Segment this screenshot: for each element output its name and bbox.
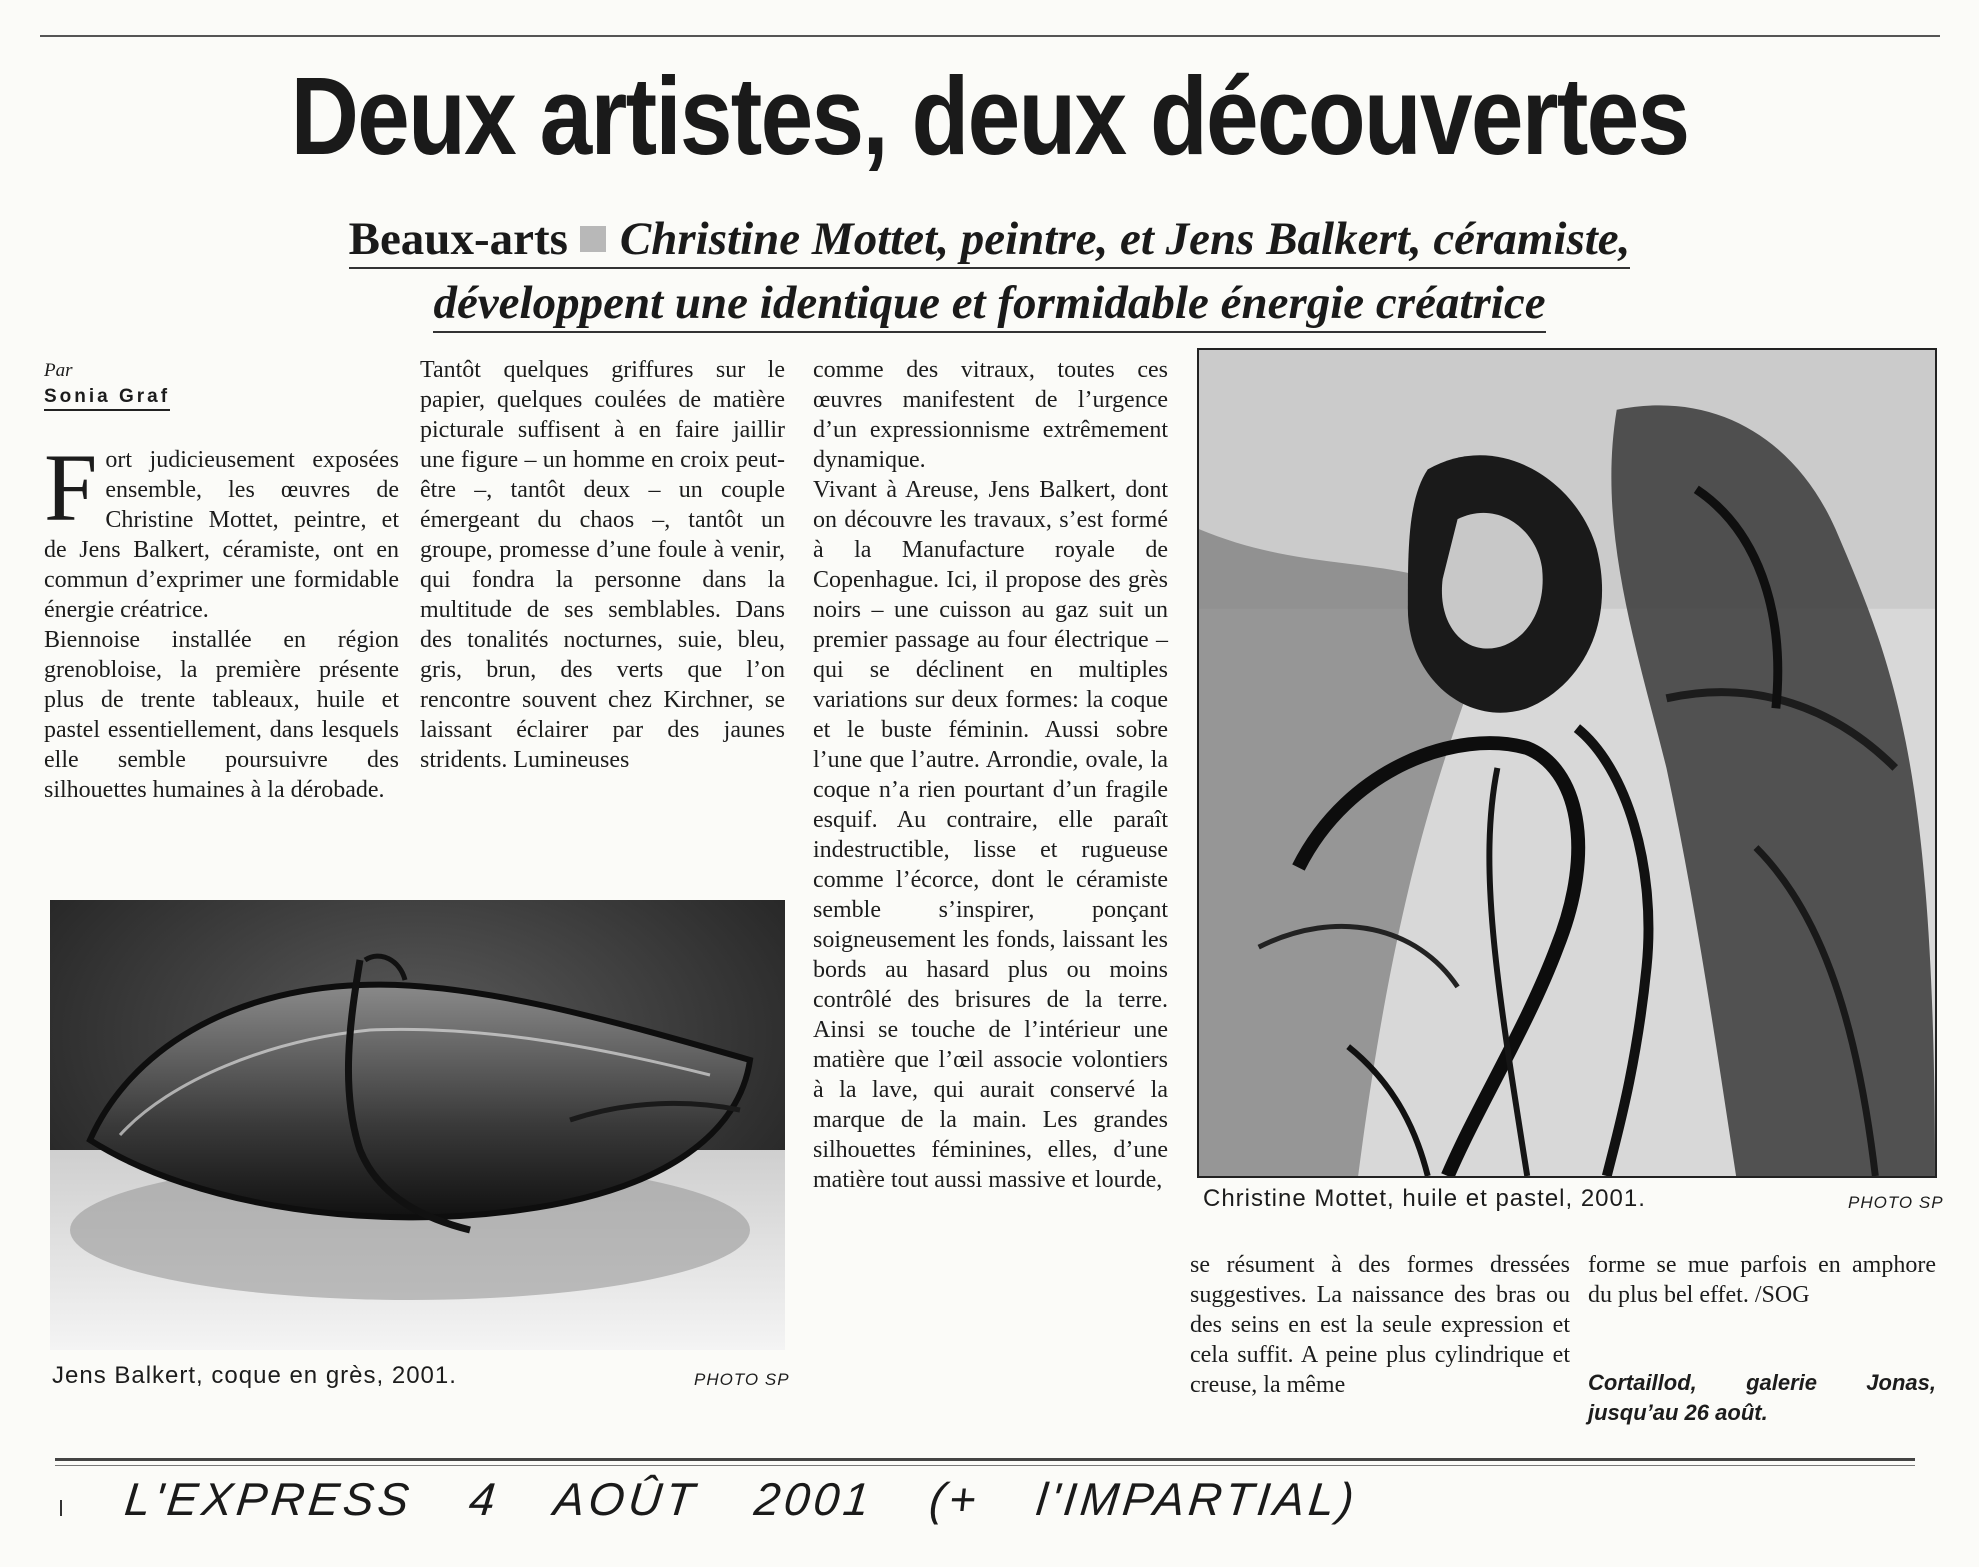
top-rule <box>40 35 1940 37</box>
painting-caption: Christine Mottet, huile et pastel, 2001. <box>1203 1185 1646 1212</box>
col2-paragraph: Tantôt quelques griffures sur le papier, quelques coulées de matière picturale suffisent à en faire jaillir une figure – un homme en croix peut-être –, tantôt deux – un couple émergeant du chaos –, tantôt un groupe, promesse d’une foule à venir, qui fondra la personne dans la multitude de ses semblables. Dans des tonalités nocturnes, suie, bleu, gris, brun, des verts que l’on rencontre souvent chez Kirchner, se laissant éclairer par des jaunes stridents. Lumineuses <box>420 357 785 773</box>
subhead-line2 <box>0 274 1979 332</box>
col4-paragraph: se résument à des formes dressées suggestives. La naissance des bras ou des seins en est la seule expression et cela suffit. A peine plus cylindrique et creuse, la même <box>1190 1252 1570 1398</box>
bottom-rule-thin <box>55 1465 1915 1466</box>
bowl-photo-credit: PHOTO SP <box>694 1370 790 1389</box>
painting-illustration <box>1199 350 1935 1176</box>
bowl-photo <box>50 900 785 1350</box>
subhead-line1 <box>0 210 1979 268</box>
painting-photo <box>1197 348 1937 1178</box>
handwritten-note: L'EXPRESS 4 AOÛT 2001 (+ l'IMPARTIAL) <box>122 1473 1361 1525</box>
painting-photo-credit: PHOTO SP <box>1848 1193 1944 1212</box>
subhead-text2: développent une identique et formidable énergie créatrice <box>433 277 1545 333</box>
headline: Deux artistes, deux découvertes <box>290 55 1689 178</box>
article-column-1 <box>44 434 399 805</box>
col3-paragraph2: Vivant à Areuse, Jens Balkert, dont on découvre les travaux, s’est formé à la Manufacture royale de Copenhague. Ici, il propose des grès noirs – une cuisson au gaz suit un premier passage au four électrique – qui se déclinent en multiples variations sur deux formes: la coque et le buste féminin. Aussi sobre l’une que l’autre. Arrondie, ovale, la coque n’a rien pourtant d’un fragile esquif. Au contraire, elle paraît indestructible, lisse et rugueuse comme l’écorce, dont le céramiste semble s’inspirer, ponçant soigneusement les fonds, laissant les bords au hasard plus ou moins contrôlé des brisures de la terre. Ainsi se touche de l’intérieur une matière que l’œil associe volontiers à la lave, qui aurait conservé la marque de la main. Les grandes silhouettes féminines, elles, d’une matière tout aussi massive et lourde, <box>813 477 1168 1193</box>
article-column-2 <box>420 355 785 775</box>
col1-paragraph2: Biennoise installée en région grenobloise, la première présente plus de trente tableaux, huile et pastel essentiellement, dans lesquels elle semble poursuivre des silhouettes humaines à la dérobade. <box>44 627 399 803</box>
drop-cap: F <box>44 434 98 541</box>
byline-author: Sonia Graf <box>44 386 170 411</box>
subhead-text1: Christine Mottet, peintre, et Jens Balkert, céramiste, <box>619 213 1631 265</box>
col5-paragraph: forme se mue parfois en amphore du plus bel effet. /SOG <box>1588 1252 1936 1308</box>
article-column-4 <box>1190 1250 1570 1400</box>
margin-tick <box>60 1500 62 1516</box>
bottom-rule <box>55 1458 1915 1461</box>
rubric-label: Beaux-arts <box>348 213 568 265</box>
col3-paragraph1: comme des vitraux, toutes ces œuvres manifestent de l’urgence d’un expressionnisme extrêmement dynamique. <box>813 357 1168 473</box>
article-column-3 <box>813 355 1168 1195</box>
col1-paragraph1: ort judicieusement exposées ensemble, les œuvres de Christine Mottet, peintre, et de Jens Balkert, céramiste, ont en commun d’exprimer une formidable énergie créatrice. <box>44 447 399 623</box>
byline-prefix: Par <box>44 360 73 381</box>
exhibition-info: Cortaillod, galerie Jonas, jusqu’au 26 août. <box>1588 1370 1936 1425</box>
rubric-square-icon <box>580 226 606 252</box>
bowl-caption: Jens Balkert, coque en grès, 2001. <box>52 1362 457 1389</box>
article-column-5 <box>1588 1250 1936 1310</box>
bowl-illustration <box>50 900 785 1350</box>
